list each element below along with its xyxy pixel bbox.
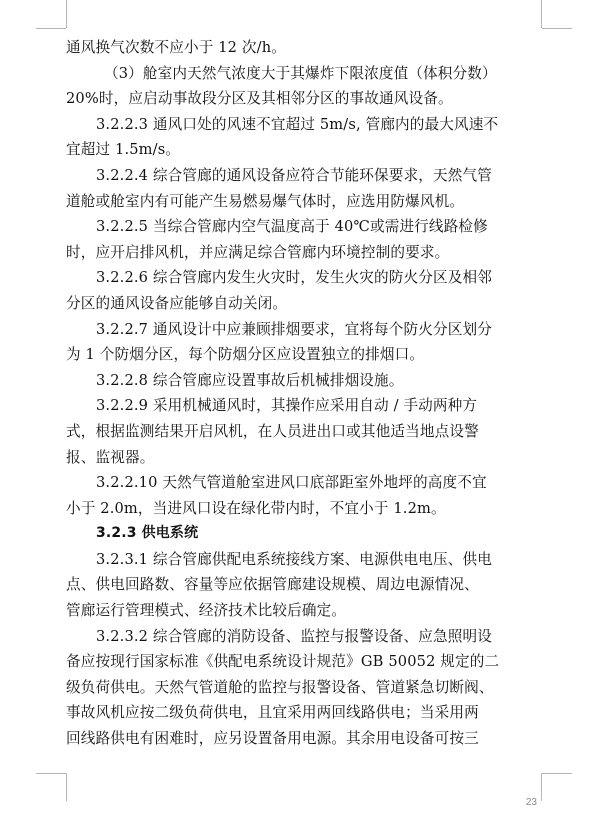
text-line: 小于 2.0m，当进风口设在绿化带内时，不宜小于 1.2m。 <box>66 499 446 517</box>
text-line: 时，应开启排风机，并应满足综合管廊内环境控制的要求。 <box>66 243 450 261</box>
text-line: 道舱或舱室内有可能产生易燃易爆气体时，应选用防爆风机。 <box>66 192 465 210</box>
text-line: 管廊运行管理模式、经济技术比较后确定。 <box>66 602 347 620</box>
crop-mark-bottom-left-horizontal <box>36 773 66 774</box>
crop-mark-bottom-right-horizontal <box>542 773 572 774</box>
text-line: 分区的通风设备应能够自动关闭。 <box>66 294 288 312</box>
crop-mark-bottom-right-vertical <box>541 773 542 801</box>
page-number: 23 <box>525 797 537 808</box>
document-body <box>66 35 541 752</box>
text-line: 回线路供电有困难时，应另设置备用电源。其余用电设备可按三 <box>66 730 479 748</box>
text-line: 通风换气次数不应小于 12 次/h。 <box>66 39 286 56</box>
text-line: 式，根据监测结果开启风机，在人员进出口或其他适当地点设警 <box>66 422 479 440</box>
text-line: （3）舱室内天然气浓度大于其爆炸下限浓度值（体积分数） <box>104 64 497 82</box>
text-line: 3.2.2.10 天然气管道舱室进风口底部距室外地坪的高度不宜 <box>96 474 487 492</box>
text-line: 3.2.2.5 当综合管廊内空气温度高于 40℃或需进行线路检修 <box>96 218 488 236</box>
text-line: 级负荷供电。天然气管道舱的监控与报警设备、管道紧急切断阀、 <box>66 678 494 696</box>
section-heading: 3.2.3 供电系统 <box>96 525 199 542</box>
text-line: 点、供电回路数、容量等应依据管廊建设规模、周边电源情况、 <box>66 576 479 594</box>
crop-mark-top-right-vertical <box>541 0 542 28</box>
text-line: 3.2.2.8 综合管廊应设置事故后机械排烟设施。 <box>96 371 404 389</box>
text-line: 宜超过 1.5m/s。 <box>66 141 181 159</box>
text-line: 报、监视器。 <box>66 448 155 466</box>
text-line: 3.2.2.4 综合管廊的通风设备应符合节能环保要求，天然气管 <box>96 166 493 184</box>
crop-mark-bottom-left-vertical <box>66 773 67 801</box>
text-line: 事故风机应按二级负荷供电，且宜采用两回线路供电；当采用两 <box>66 704 479 722</box>
crop-mark-top-left-horizontal <box>36 28 66 29</box>
text-line: 3.2.3.1 综合管廊供配电系统接线方案、电源供电电压、供电 <box>96 550 493 568</box>
crop-mark-top-left-vertical <box>66 0 67 28</box>
text-line: 为 1 个防烟分区，每个防烟分区应设置独立的排烟口。 <box>66 346 425 364</box>
text-line: 3.2.2.3 通风口处的风速不宜超过 5m/s, 管廊内的最大风速不 <box>96 115 499 133</box>
text-line: 3.2.2.6 综合管廊内发生火灾时，发生火灾的防火分区及相邻 <box>96 269 493 287</box>
text-line: 3.2.2.9 采用机械通风时，其操作应采用自动 / 手动两种方 <box>96 397 478 415</box>
text-line: 3.2.2.7 通风设计中应兼顾排烟要求，宜将每个防火分区划分 <box>96 320 493 338</box>
text-line: 备应按现行国家标准《供配电系统设计规范》GB 50052 规定的二 <box>66 653 500 671</box>
text-line: 3.2.3.2 综合管廊的消防设备、监控与报警设备、应急照明设 <box>96 627 493 645</box>
crop-mark-top-right-horizontal <box>542 28 572 29</box>
text-line: 20%时，应启动事故段分区及其相邻分区的事故通风设备。 <box>66 90 453 108</box>
